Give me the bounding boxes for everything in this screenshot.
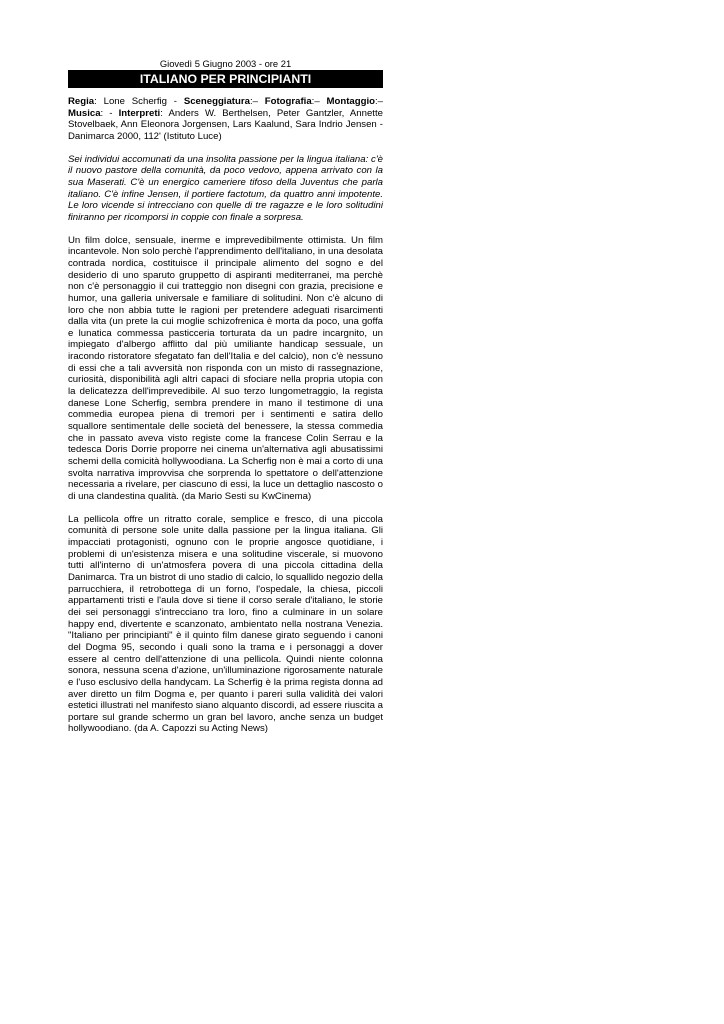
musica-value: : - xyxy=(100,107,119,119)
fotografia-value: :– xyxy=(311,96,327,107)
sceneggiatura-label: Sceneggiatura xyxy=(183,96,250,107)
montaggio-label: Montaggio xyxy=(326,96,375,107)
synopsis-paragraph: Sei individui accomunati da una insolita passione per la lingua italiana: c'è il nuovo pastore della comunità, da poco vedovo, appena arrivato con la sua Maserati. C'è un energico cameriere tifoso della Juventus che parla italiano. C'è infine Jensen, il portiere factotum, da quattro anni impotente. Le loro vicende si intrecciano con quelle di tre ragazze e le loro solitudini finiranno per ricomporsi in coppie con finale a sorpresa. xyxy=(68,153,383,223)
screening-date: Giovedì 5 Giugno 2003 - ore 21 xyxy=(159,58,292,69)
film-title: ITALIANO PER PRINCIPIANTI xyxy=(68,70,383,88)
montaggio-value: :– xyxy=(375,96,384,107)
review-paragraph-2: La pellicola offre un ritratto corale, semplice e fresco, di una piccola comunità di persone sole unite dalla passione per la lingua italiana. Gli impacciati protagonisti, ognuno con le proprie angosce quotidiane, i problemi di un'esistenza misera e una solitudine viscerale, si muovono tutti all'interno di un'atmosfera povera di una piccola cittadina della Danimarca. Tra un bistrot di uno stadio di calcio, lo squallido negozio della parrucchiera, il retrobottega di un forno, l'ospedale, la chiesa, piccoli appartamenti tristi e l'aula dove si tiene il corso serale d'italiano, le storie dei sei personaggi s'intrecciano tra loro, fino a culminare in un solare happy end, divertente e scanzonato, ambientato nella nostrana Venezia. "Italiano per principianti" è il quinto film danese girato seguendo i canoni del Dogma 95, secondo i quali sono la trama e i personaggi a dover essere al centro dell'attenzione di una pellicola. Quindi niente colonna sonora, nessuna scena d'azione, un'illuminazione rigorosamente naturale e l'uso esclusivo della handycam. La Scherfig è la prima regista donna ad aver diretto un film Dogma e, per quanto i pareri sulla validità dei valori estetici illustrati nel manifesto siano alquanto discordi, ad essere riuscita a portare sul grande schermo un gran bel lavoro, anche senza un budget hollywoodiano. (da A. Capozzi su Acting News) xyxy=(68,513,383,735)
regia-value: Lone Scherfig - xyxy=(96,96,184,107)
musica-label: Musica xyxy=(68,107,101,119)
fotografia-label: Fotografia xyxy=(264,96,312,107)
regia-label: Regia xyxy=(68,96,95,107)
review-paragraph-1: Un film dolce, sensuale, inerme e imprevedibilmente ottimista. Un film incantevole. Non solo perchè l'apprendimento dell'italiano, in una desolata contrada nordica, costituisce il principale alimento del sogno e del desiderio di uno sparuto gruppetto di aspiranti mediterranei, ma perchè non c'è personaggio il cui tratteggio non disegni con grazia, precisione e humor, una galleria universale e familiare di solitudini. Non c'è alcuno di loro che non abbia tutte le ragioni per pretendere adeguati risarcimenti dalla vita (un prete la cui moglie schizofrenica è morta da poco, una goffa e lunatica commessa pasticceria torturata da un padre incargnito, un impiegato d'albergo afflitto dal più umiliante handicap sessuale, un iracondo ristoratore sfegatato fan dell'Italia e del calcio), non c'è nessuno di essi che a tali avversità non risponda con un misto di rassegnazione, curiosità, disponibilità agli altri capaci di sfociare nella propria utopia con la delicatezza dell'imprevedibile. Al suo terzo lungometraggio, la regista danese Lone Scherfig, sembra prendere in mano il testimone di una commedia europea piena di tremori per i sentimenti e satira dello squallore sentimentale delle società del benessere, la stessa commedia che in passato aveva visto registe come la francese Colin Serrau e la tedesca Doris Dorrie proporre nei cinema un'alternativa agli abusatissimi schemi della comicità hollywoodiana. La Scherfig non è mai a corto di una svolta narrativa improvvisa che sorprenda lo spettatore o dell'attenzione necessaria a rivelare, per ciascuno di essi, la luce un dettaglio nascosto o di una clandestina qualità. (da Mario Sesti su KwCinema) xyxy=(68,234,383,502)
document-page xyxy=(68,58,383,746)
interpreti-label: Interpreti xyxy=(118,107,161,119)
film-credits: Regia: Lone Scherfig - Sceneggiatura:– Fotografia:– Montaggio:– Musica: - Interpreti: Anders W. Berthelsen, Peter Gantzler, Annette Stovelbaek, Ann Eleonora Jorgensen, Lars Kaalund, Sara Indrio Jensen - Danimarca 2000, 112' (Istituto Luce) xyxy=(68,96,384,142)
sceneggiatura-value: :– xyxy=(249,96,265,107)
interpreti-value: : Anders W. Berthelsen, Peter Gantzler, Annette Stovelbaek, Ann Eleonora Jorgensen, Lars Kaalund, Sara Indrio Jensen - Danimarca 2000, 112' (Istituto Luce) xyxy=(68,107,383,142)
